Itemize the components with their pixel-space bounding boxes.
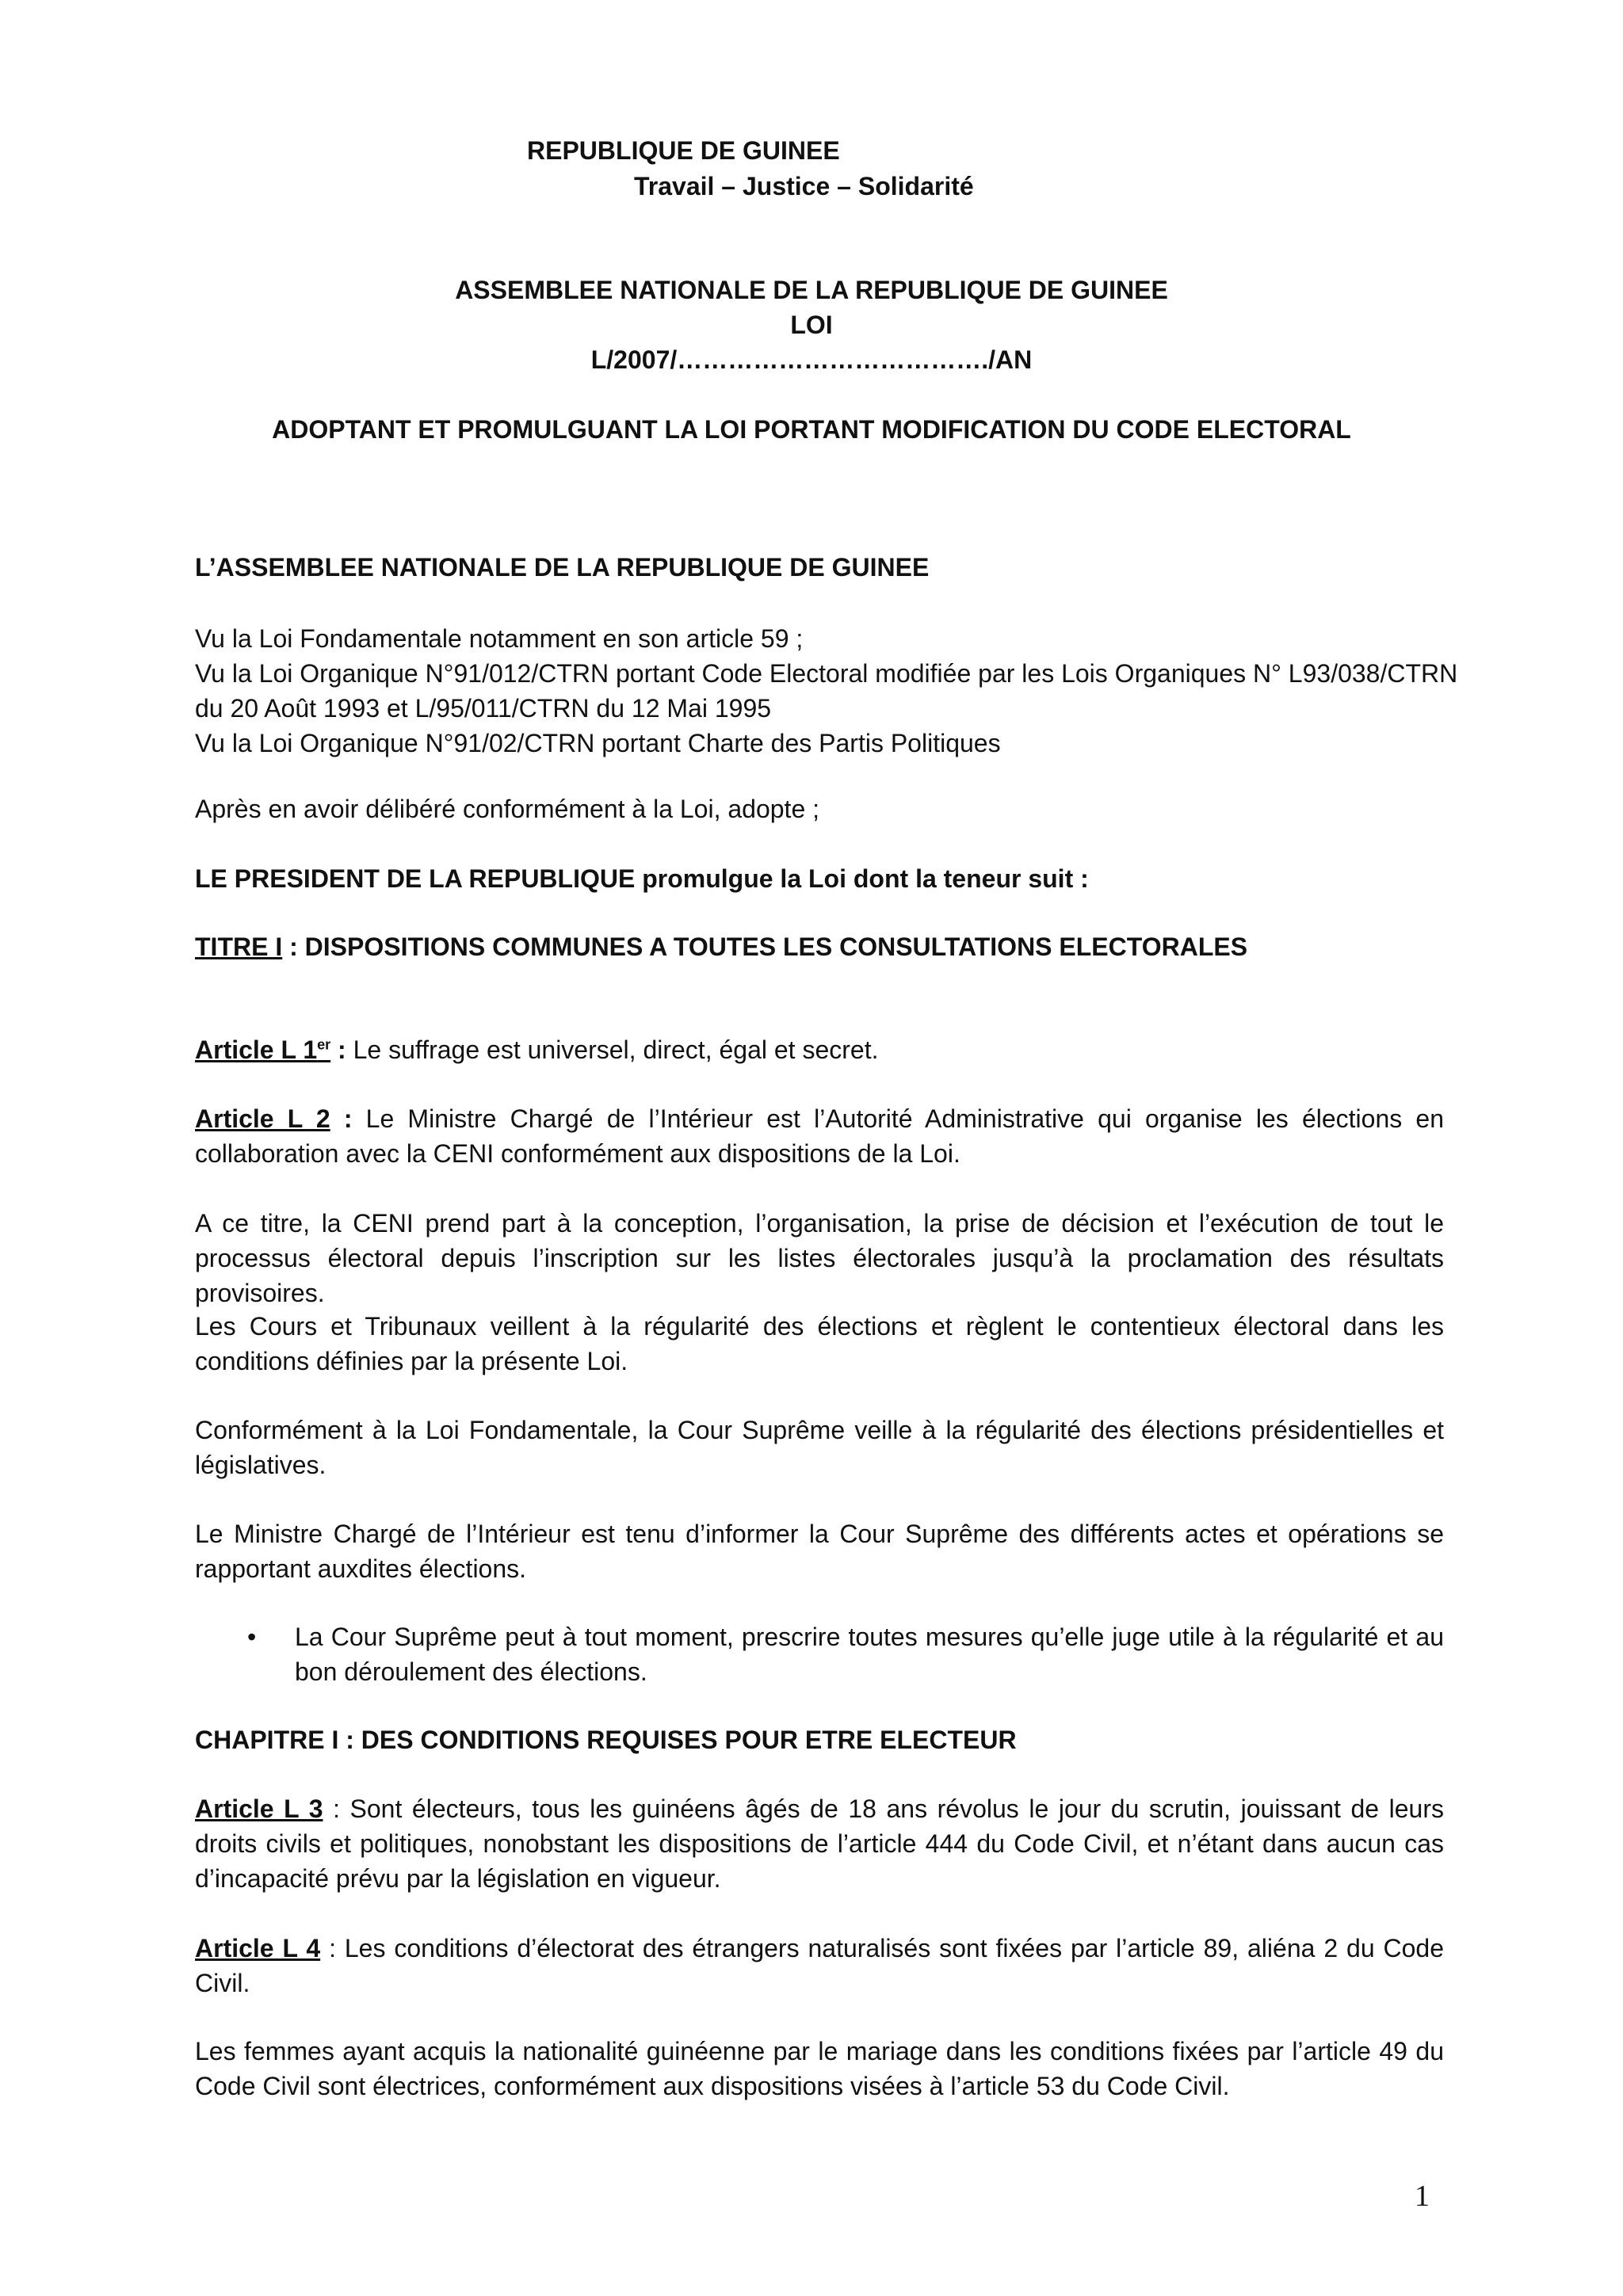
- law-title: ADOPTANT ET PROMULGUANT LA LOI PORTANT MODIFICATION DU CODE ELECTORAL: [272, 415, 1351, 444]
- titre-heading: [195, 929, 1444, 964]
- final-paragraph: Les femmes ayant acquis la nationalité guinéenne par le mariage dans les conditions fixées par l’article 49 du Code Civil sont électrices, conformément aux dispositions visées à l’article 53 du Code Civil.: [195, 2037, 1444, 2100]
- bullet-icon: •: [247, 1623, 257, 1651]
- president-label: LE PRESIDENT DE LA REPUBLIQUE: [195, 864, 636, 893]
- law-number: L/2007/………………………………./AN: [590, 345, 1033, 374]
- article-l2-sep: :: [330, 1104, 353, 1133]
- article-l3: [195, 1791, 1444, 1896]
- bullet-text: La Cour Suprême peut à tout moment, prescrire toutes mesures qu’elle juge utile à la régularité et au bon déroulement des élections.: [295, 1623, 1444, 1686]
- paragraph: Conformément à la Loi Fondamentale, la Cour Suprême veille à la régularité des élections présidentielles et législatives.: [195, 1416, 1444, 1479]
- vu-line: Vu la Loi Organique N°91/012/CTRN portant Code Electoral modifiée par les Lois Organiques N° L93/038/CTRN: [195, 659, 1458, 688]
- article-l4: [195, 1931, 1444, 2000]
- vu-line: du 20 Août 1993 et L/95/011/CTRN du 12 Mai 1995: [195, 694, 772, 723]
- promulgation-text: promulgue la Loi dont la teneur suit :: [635, 864, 1089, 893]
- preamble-heading: L’ASSEMBLEE NATIONALE DE LA REPUBLIQUE DE GUINEE: [195, 553, 930, 582]
- assembly-name: ASSEMBLEE NATIONALE DE LA REPUBLIQUE DE GUINEE: [455, 276, 1168, 304]
- country-name: REPUBLIQUE DE GUINEE: [527, 136, 840, 165]
- vu-line: Vu la Loi Fondamentale notamment en son article 59 ;: [195, 624, 804, 653]
- chapitre-heading: CHAPITRE I : DES CONDITIONS REQUISES POUR ETRE ELECTEUR: [195, 1726, 1017, 1754]
- vu-block: [195, 621, 1458, 761]
- article-l2-label: Article L 2: [195, 1104, 330, 1133]
- vu-line: Vu la Loi Organique N°91/02/CTRN portant Charte des Partis Politiques: [195, 729, 1001, 757]
- titre-text: : DISPOSITIONS COMMUNES A TOUTES LES CONSULTATIONS ELECTORALES: [282, 933, 1248, 961]
- article-l1-text: Le suffrage est universel, direct, égal et secret.: [346, 1035, 879, 1064]
- paragraph: A ce titre, la CENI prend part à la conception, l’organisation, la prise de décision et l’exécution de tout le processus électoral depuis l’inscription sur les listes électorales jusqu’à la proclamation des résultats provisoires.: [195, 1209, 1444, 1307]
- article-l4-text: : Les conditions d’électorat des étrangers naturalisés sont fixées par l’article 89, aliéna 2 du Code Civil.: [195, 1934, 1445, 1997]
- document-type: LOI: [790, 311, 833, 339]
- article-l1-sep: :: [330, 1035, 346, 1064]
- article-l1-label: Article L 1er: [195, 1035, 331, 1064]
- paragraph: Le Ministre Chargé de l’Intérieur est tenu d’informer la Cour Suprême des différents actes et opérations se rapportant auxdites élections.: [195, 1520, 1444, 1583]
- article-l2: [195, 1101, 1444, 1171]
- titre-label: TITRE I: [195, 933, 283, 961]
- article-l2-text: Le Ministre Chargé de l’Intérieur est l’Autorité Administrative qui organise les élections en collaboration avec la CENI conformément aux dispositions de la Loi.: [195, 1104, 1445, 1168]
- page-number: 1: [1415, 2180, 1430, 2213]
- paragraph: Les Cours et Tribunaux veillent à la régularité des élections et règlent le contentieux électoral dans les conditions définies par la présente Loi.: [195, 1312, 1444, 1375]
- promulgation: [195, 861, 1444, 896]
- article-l4-label: Article L 4: [195, 1934, 321, 1962]
- article-l1: [195, 1032, 1444, 1067]
- deliberation: Après en avoir délibéré conformément à la Loi, adopte ;: [195, 795, 820, 823]
- article-l3-label: Article L 3: [195, 1794, 323, 1823]
- article-l3-text: : Sont électeurs, tous les guinéens âgés de 18 ans révolus le jour du scrutin, jouissant de leurs droits civils et politiques, nonobstant les dispositions de l’article 444 du Code Civil, et n’étant dans aucun cas d’incapacité prévu par la législation en vigueur.: [195, 1794, 1445, 1893]
- motto: Travail – Justice – Solidarité: [634, 172, 974, 200]
